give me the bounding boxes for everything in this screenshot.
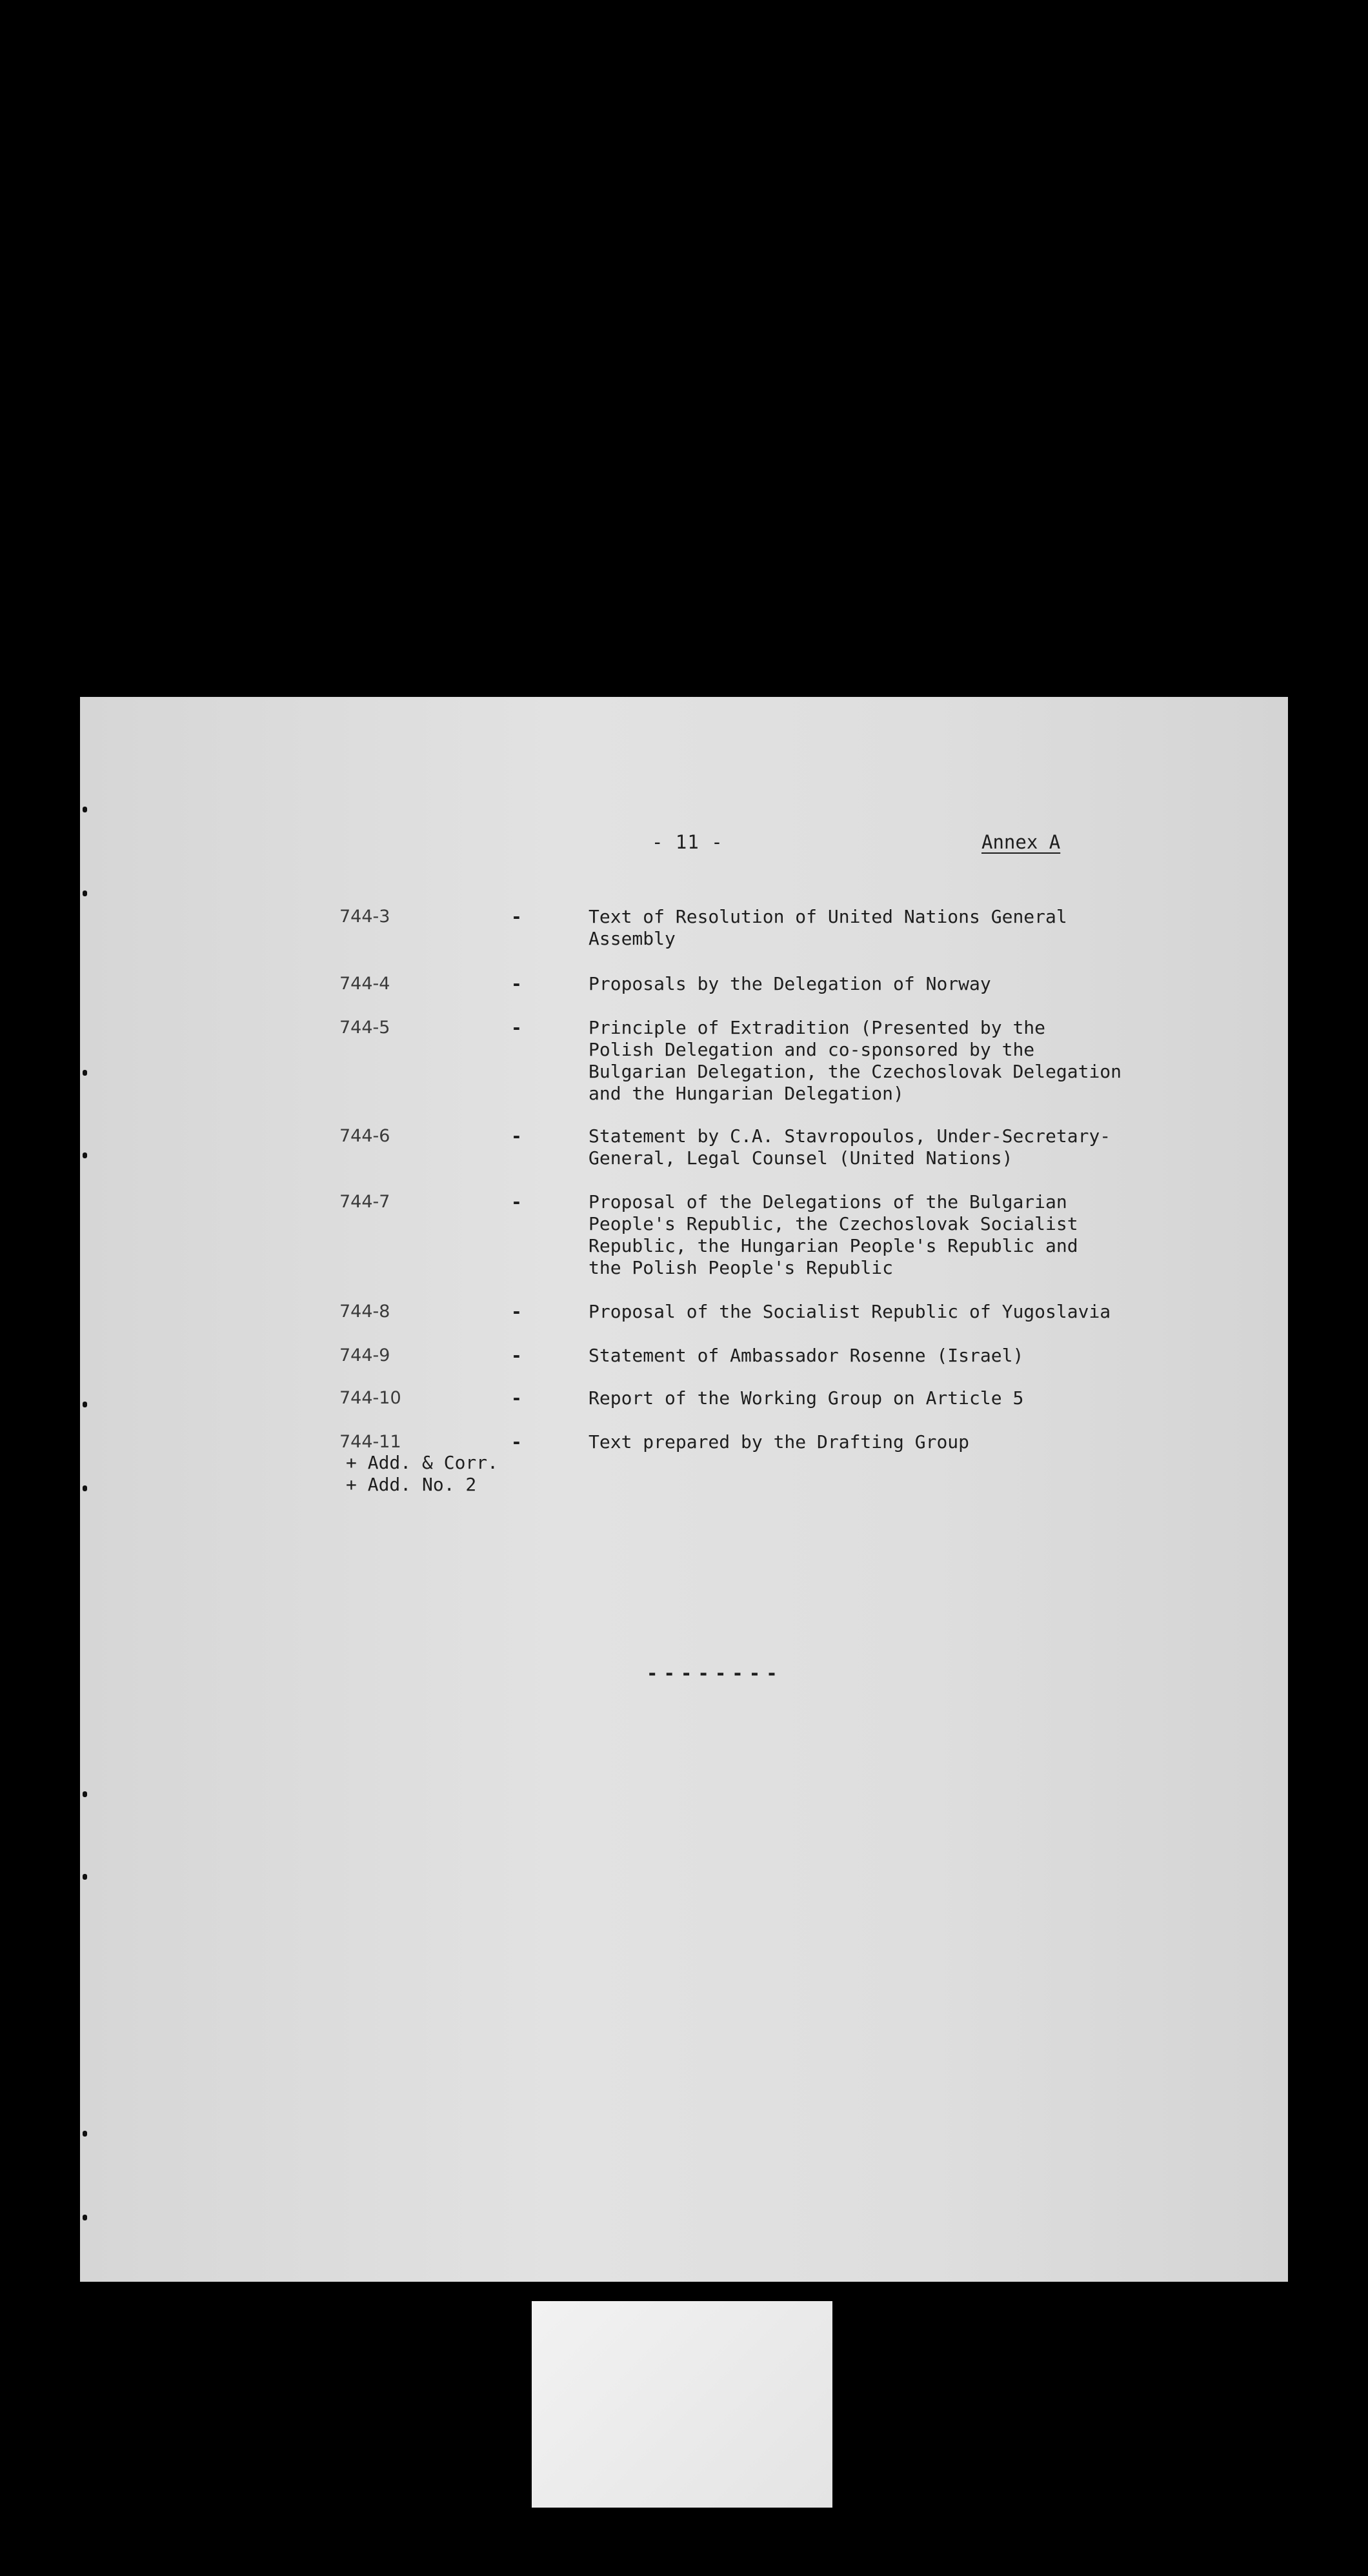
- entry-separator: -: [511, 1387, 522, 1409]
- document-description: Proposal of the Socialist Republic of Yugoslavia: [588, 1301, 1111, 1322]
- document-number: 744-3: [339, 907, 390, 927]
- document-description: Text of Resolution of United Nations General Assembly: [588, 906, 1067, 949]
- entry-separator: -: [511, 1301, 522, 1322]
- entry-separator: -: [511, 1345, 522, 1366]
- punch-hole-mark: [83, 807, 87, 812]
- entry-separator: -: [511, 1191, 522, 1213]
- punch-hole-mark: [83, 2131, 87, 2137]
- punch-hole-mark: [83, 1485, 87, 1491]
- document-description: Proposal of the Delegations of the Bulgarian People's Republic, the Czechoslovak Socialist Republic, the Hungarian People's Republic and the Polish People's Republic: [588, 1191, 1078, 1278]
- document-description: Statement of Ambassador Rosenne (Israel): [588, 1345, 1024, 1366]
- entry-separator: -: [511, 1431, 522, 1453]
- punch-hole-mark: [83, 2215, 87, 2220]
- addenda-note: + Add. & Corr. + Add. No. 2: [346, 1452, 499, 1495]
- document-number: 744-7: [339, 1192, 390, 1212]
- blank-card: [532, 2301, 832, 2508]
- document-number: 744-6: [339, 1126, 390, 1146]
- document-number: 744-9: [339, 1345, 390, 1365]
- document-description: Text prepared by the Drafting Group: [588, 1431, 970, 1453]
- punch-hole-mark: [83, 1791, 87, 1797]
- annex-label: Annex A: [981, 831, 1061, 853]
- document-number: 744-8: [339, 1302, 390, 1322]
- document-number: 744-4: [339, 974, 390, 994]
- document-description: Statement by C.A. Stavropoulos, Under-Secretary- General, Legal Counsel (United Nations): [588, 1125, 1111, 1169]
- document-description: Proposals by the Delegation of Norway: [588, 973, 991, 994]
- punch-hole-mark: [83, 1070, 87, 1076]
- document-description: Report of the Working Group on Article 5: [588, 1387, 1024, 1409]
- entry-separator: -: [511, 1125, 522, 1147]
- document-number: 744-11: [339, 1432, 401, 1452]
- punch-hole-mark: [83, 1874, 87, 1880]
- punch-hole-mark: [83, 891, 87, 896]
- end-rule: --------: [647, 1662, 783, 1684]
- page-number: - 11 -: [652, 831, 723, 853]
- document-number: 744-5: [339, 1018, 390, 1038]
- punch-hole-mark: [83, 1152, 87, 1158]
- entry-separator: -: [511, 973, 522, 994]
- document-description: Principle of Extradition (Presented by the Polish Delegation and co-sponsored by the Bulgarian Delegation, the Czechoslovak Delegation and the Hungarian Delegation): [588, 1017, 1122, 1104]
- punch-hole-mark: [83, 1402, 87, 1407]
- document-number: 744-10: [339, 1388, 401, 1408]
- entry-separator: -: [511, 906, 522, 927]
- entry-separator: -: [511, 1017, 522, 1038]
